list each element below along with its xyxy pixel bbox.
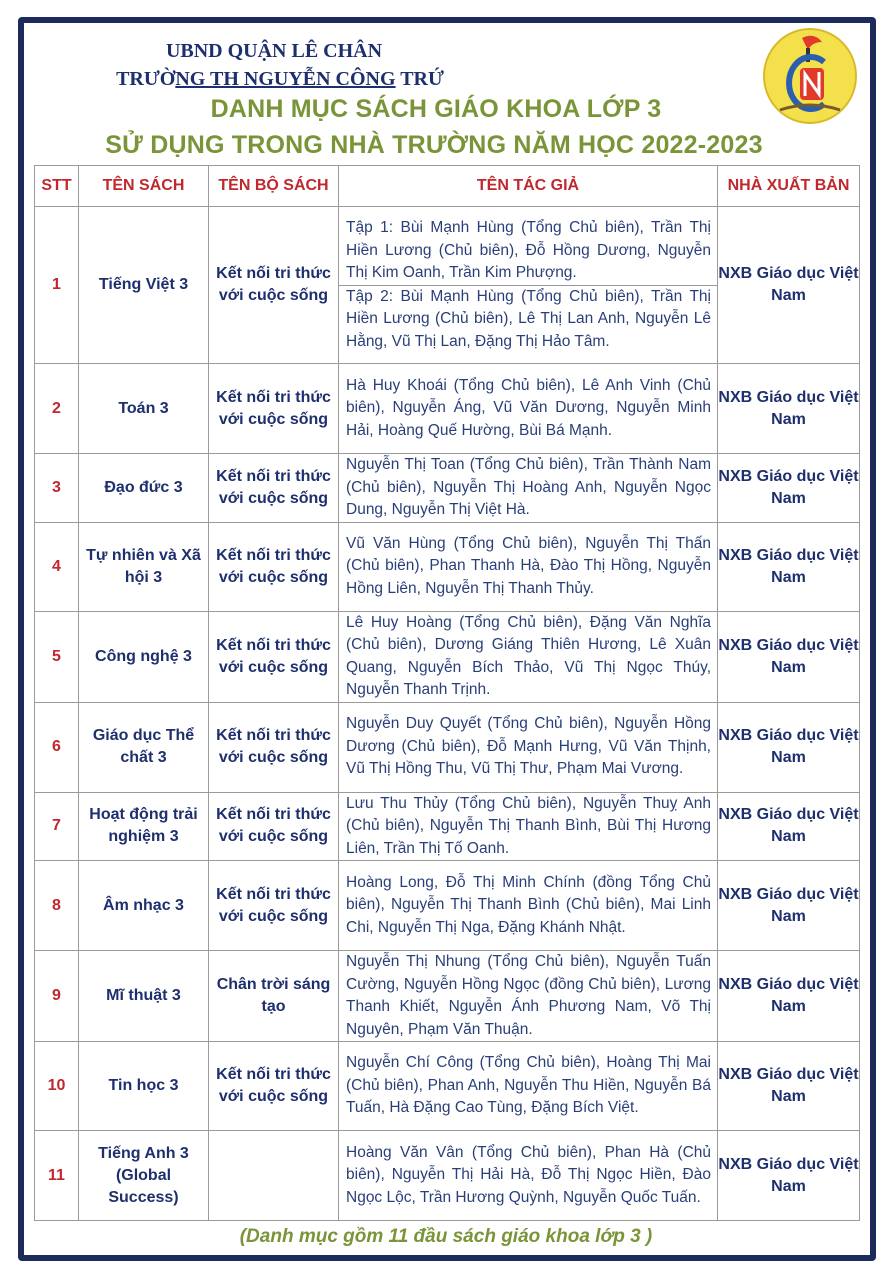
table-row [35, 861, 860, 951]
table-row [35, 207, 860, 364]
book-set: Kết nối tri thức với cuộc sống [209, 792, 339, 861]
column-header-stt: STT [35, 166, 79, 207]
org-name: UBND QUẬN LÊ CHÂN [165, 40, 383, 62]
school-name [0, 68, 560, 91]
table-row [35, 702, 860, 792]
book-name: Toán 3 [79, 364, 209, 454]
book-name: Hoạt động trải nghiệm 3 [79, 792, 209, 861]
book-name: Tiếng Anh 3 (Global Success) [79, 1131, 209, 1221]
author-list: Tập 2: Bùi Mạnh Hùng (Tổng Chủ biên), Trần Thị Hiền Lương (Chủ biên), Lê Thị Lan Anh, Nguyễn Lê Hằng, Vũ Thị Lan, Đặng Thị Hảo Tâm. [339, 285, 717, 354]
authors [339, 454, 718, 523]
book-name: Tiếng Việt 3 [79, 207, 209, 364]
authors [339, 702, 718, 792]
author-list: Hà Huy Khoái (Tổng Chủ biên), Lê Anh Vinh (Chủ biên), Nguyễn Áng, Vũ Văn Dương, Nguyễn Minh Hải, Hoàng Quế Hường, Bùi Bá Mạnh. [346, 376, 711, 439]
column-header-book-name: TÊN SÁCH [79, 166, 209, 207]
school-name-prefix: TRƯỜ [116, 68, 176, 90]
textbook-table [34, 165, 860, 1221]
authors [339, 1131, 718, 1221]
document-title: DANH MỤC SÁCH GIÁO KHOA LỚP 3 [210, 95, 662, 123]
authors [339, 861, 718, 951]
book-name: Tin học 3 [79, 1042, 209, 1131]
book-set: Kết nối tri thức với cuộc sống [209, 454, 339, 523]
author-list: Nguyễn Thị Nhung (Tổng Chủ biên), Nguyễn Tuấn Cường, Nguyễn Hồng Ngọc (đồng Chủ biên), Lương Thanh Khiết, Nguyễn Ánh Phương Nam, Võ Thị Nguyên, Phạm Văn Thuận. [346, 953, 711, 1038]
book-set: Kết nối tri thức với cuộc sống [209, 364, 339, 454]
row-number: 11 [35, 1131, 79, 1221]
publisher: NXB Giáo dục Việt Nam [718, 207, 860, 364]
row-number: 2 [35, 364, 79, 454]
publisher: NXB Giáo dục Việt Nam [718, 454, 860, 523]
row-number: 10 [35, 1042, 79, 1131]
book-name: Tự nhiên và Xã hội 3 [79, 522, 209, 611]
publisher: NXB Giáo dục Việt Nam [718, 792, 860, 861]
row-number: 9 [35, 951, 79, 1042]
book-name: Âm nhạc 3 [79, 861, 209, 951]
column-header-authors: TÊN TÁC GIẢ [339, 166, 718, 207]
authors [339, 1042, 718, 1131]
book-set: Kết nối tri thức với cuộc sống [209, 702, 339, 792]
book-set: Chân trời sáng tạo [209, 951, 339, 1042]
book-set [209, 1131, 339, 1221]
row-number: 3 [35, 454, 79, 523]
author-list: Nguyễn Chí Công (Tổng Chủ biên), Hoàng Thị Mai (Chủ biên), Phan Anh, Nguyễn Thu Hiền, Nguyễn Bá Tuấn, Hà Đặng Cao Tùng, Đặng Bích Việt. [346, 1054, 711, 1117]
author-list: Lê Huy Hoàng (Tổng Chủ biên), Đặng Văn Nghĩa (Chủ biên), Dương Giáng Thiên Hương, Lê Xuân Quang, Nguyễn Bích Thảo, Vũ Thị Ngọc Thúy, Nguyễn Thanh Trịnh. [346, 613, 711, 698]
table-row [35, 454, 860, 523]
author-list: Lưu Thu Thủy (Tổng Chủ biên), Nguyễn Thuỵ Anh (Chủ biên), Nguyễn Thị Thanh Bình, Bùi Thị Hương Liên, Trần Thị Tố Oanh. [346, 794, 711, 857]
book-name: Mĩ thuật 3 [79, 951, 209, 1042]
row-number: 1 [35, 207, 79, 364]
table-row [35, 1131, 860, 1221]
authors [339, 792, 718, 861]
school-name-underlined: NG TH NGUYỄN CÔNG [175, 68, 396, 90]
publisher: NXB Giáo dục Việt Nam [718, 1131, 860, 1221]
table-row [35, 951, 860, 1042]
document-subtitle: SỬ DỤNG TRONG NHÀ TRƯỜNG NĂM HỌC 2022-2023 [105, 131, 763, 159]
table-row [35, 364, 860, 454]
author-list: Hoàng Long, Đỗ Thị Minh Chính (đồng Tổng Chủ biên), Nguyễn Thị Thanh Bình (Chủ biên), Mai Linh Chi, Nguyễn Thị Nga, Đặng Khánh Nhật. [346, 873, 711, 936]
publisher: NXB Giáo dục Việt Nam [718, 364, 860, 454]
publisher: NXB Giáo dục Việt Nam [718, 611, 860, 702]
column-header-book-set: TÊN BỘ SÁCH [209, 166, 339, 207]
school-name-suffix: TRỨ [395, 68, 444, 90]
row-number: 8 [35, 861, 79, 951]
row-number: 7 [35, 792, 79, 861]
author-list: Vũ Văn Hùng (Tổng Chủ biên), Nguyễn Thị Thấn (Chủ biên), Phan Thanh Hà, Đào Thị Hồng, Nguyễn Hồng Liên, Nguyễn Thị Thanh Thủy. [346, 534, 711, 597]
book-set: Kết nối tri thức với cuộc sống [209, 1042, 339, 1131]
authors [339, 951, 718, 1042]
publisher: NXB Giáo dục Việt Nam [718, 522, 860, 611]
table-row [35, 792, 860, 861]
table-row [35, 1042, 860, 1131]
book-name: Đạo đức 3 [79, 454, 209, 523]
book-name: Giáo dục Thể chất 3 [79, 702, 209, 792]
publisher: NXB Giáo dục Việt Nam [718, 951, 860, 1042]
authors [339, 611, 718, 702]
book-set: Kết nối tri thức với cuộc sống [209, 611, 339, 702]
book-name: Công nghệ 3 [79, 611, 209, 702]
authors [339, 522, 718, 611]
authors [339, 207, 718, 364]
book-set: Kết nối tri thức với cuộc sống [209, 522, 339, 611]
author-list: Hoàng Văn Vân (Tổng Chủ biên), Phan Hà (Chủ biên), Nguyễn Thị Hải Hà, Đỗ Thị Ngọc Hiền, Đào Ngọc Lộc, Trần Hương Quỳnh, Nguyễn Quốc Tuấn. [346, 1143, 711, 1206]
book-set: Kết nối tri thức với cuộc sống [209, 861, 339, 951]
footer-note: (Danh mục gồm 11 đầu sách giáo khoa lớp 3 ) [239, 1226, 653, 1247]
table-row [35, 522, 860, 611]
row-number: 5 [35, 611, 79, 702]
publisher: NXB Giáo dục Việt Nam [718, 1042, 860, 1131]
author-list: Nguyễn Duy Quyết (Tổng Chủ biên), Nguyễn Hồng Dương (Chủ biên), Đỗ Mạnh Hưng, Vũ Văn Thịnh, Vũ Thị Hồng Thu, Vũ Thị Thư, Phạm Mai Vương. [346, 715, 711, 778]
author-list: Tập 1: Bùi Mạnh Hùng (Tổng Chủ biên), Trần Thị Hiền Lương (Chủ biên), Đỗ Hồng Dương, Nguyễn Thị Kim Oanh, Trần Kim Phượng. [346, 219, 711, 281]
author-list: Nguyễn Thị Toan (Tổng Chủ biên), Trần Thành Nam (Chủ biên), Nguyễn Thị Hoàng Anh, Nguyễn Ngọc Dung, Nguyễn Thị Việt Hà. [346, 456, 711, 518]
publisher: NXB Giáo dục Việt Nam [718, 861, 860, 951]
row-number: 6 [35, 702, 79, 792]
column-header-publisher: NHÀ XUẤT BẢN [718, 166, 860, 207]
publisher: NXB Giáo dục Việt Nam [718, 702, 860, 792]
row-number: 4 [35, 522, 79, 611]
authors [339, 364, 718, 454]
book-set: Kết nối tri thức với cuộc sống [209, 207, 339, 364]
table-header-row [35, 166, 860, 207]
table-row [35, 611, 860, 702]
